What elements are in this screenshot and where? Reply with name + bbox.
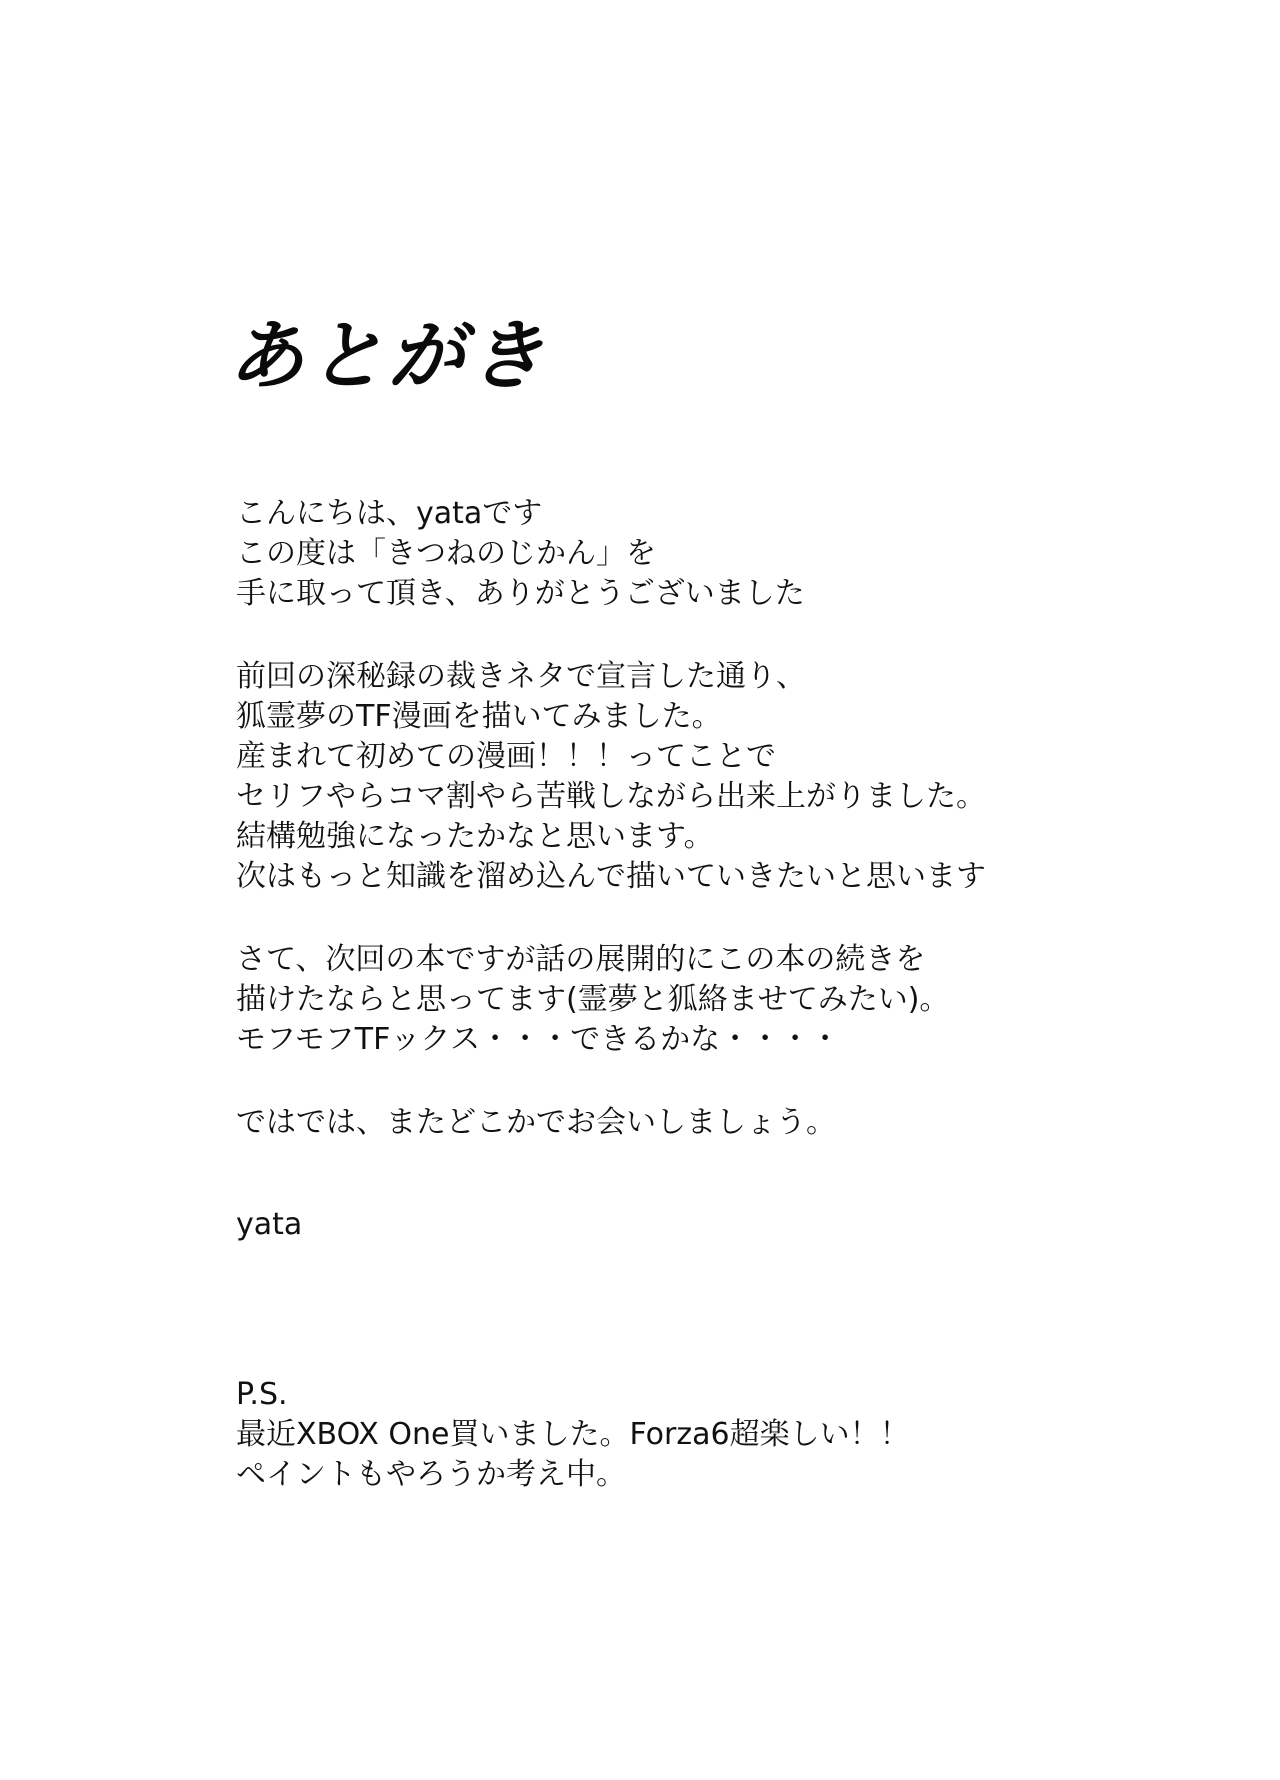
text-line: 手に取って頂き、ありがとうございました: [236, 576, 805, 611]
text-line: 最近XBOX One買いました。Forza6超楽しい！！: [236, 1417, 910, 1452]
author-signature: yata: [236, 1207, 303, 1242]
text-line: 狐霊夢のTF漫画を描いてみました。: [236, 699, 722, 734]
afterword-body: [236, 494, 1196, 1186]
text-line: 次はもっと知識を溜め込んで描いていきたいと思います: [236, 859, 986, 894]
text-line: さて、次回の本ですが話の展開的にこの本の続きを: [236, 942, 926, 977]
text-line: こんにちは、yataです: [236, 496, 543, 531]
text-line: ペイントもやろうか考え中。: [236, 1457, 626, 1492]
paragraph-greeting: [236, 494, 1196, 614]
paragraph-next-book: [236, 940, 1196, 1060]
paragraph-farewell: [236, 1103, 1196, 1143]
text-line: 結構勉強になったかなと思います。: [236, 819, 714, 854]
text-line: この度は「きつねのじかん」を: [236, 536, 656, 571]
postscript-label: P.S.: [236, 1377, 288, 1412]
text-line: セリフやらコマ割やら苦戦しながら出来上がりました。: [236, 779, 986, 814]
page-title: あとがき: [228, 311, 548, 400]
text-line: 産まれて初めての漫画！！！ってことで: [236, 739, 776, 774]
paragraph-about-manga: [236, 657, 1196, 897]
text-line: 描けたならと思ってます(霊夢と狐絡ませてみたい)。: [236, 982, 950, 1017]
text-line: モフモフTFックス・・・できるかな・・・・: [236, 1022, 841, 1057]
text-line: 前回の深秘録の裁きネタで宣言した通り、: [236, 659, 806, 694]
text-line: ではでは、またどこかでお会いしましょう。: [236, 1105, 836, 1140]
postscript: [236, 1375, 910, 1495]
